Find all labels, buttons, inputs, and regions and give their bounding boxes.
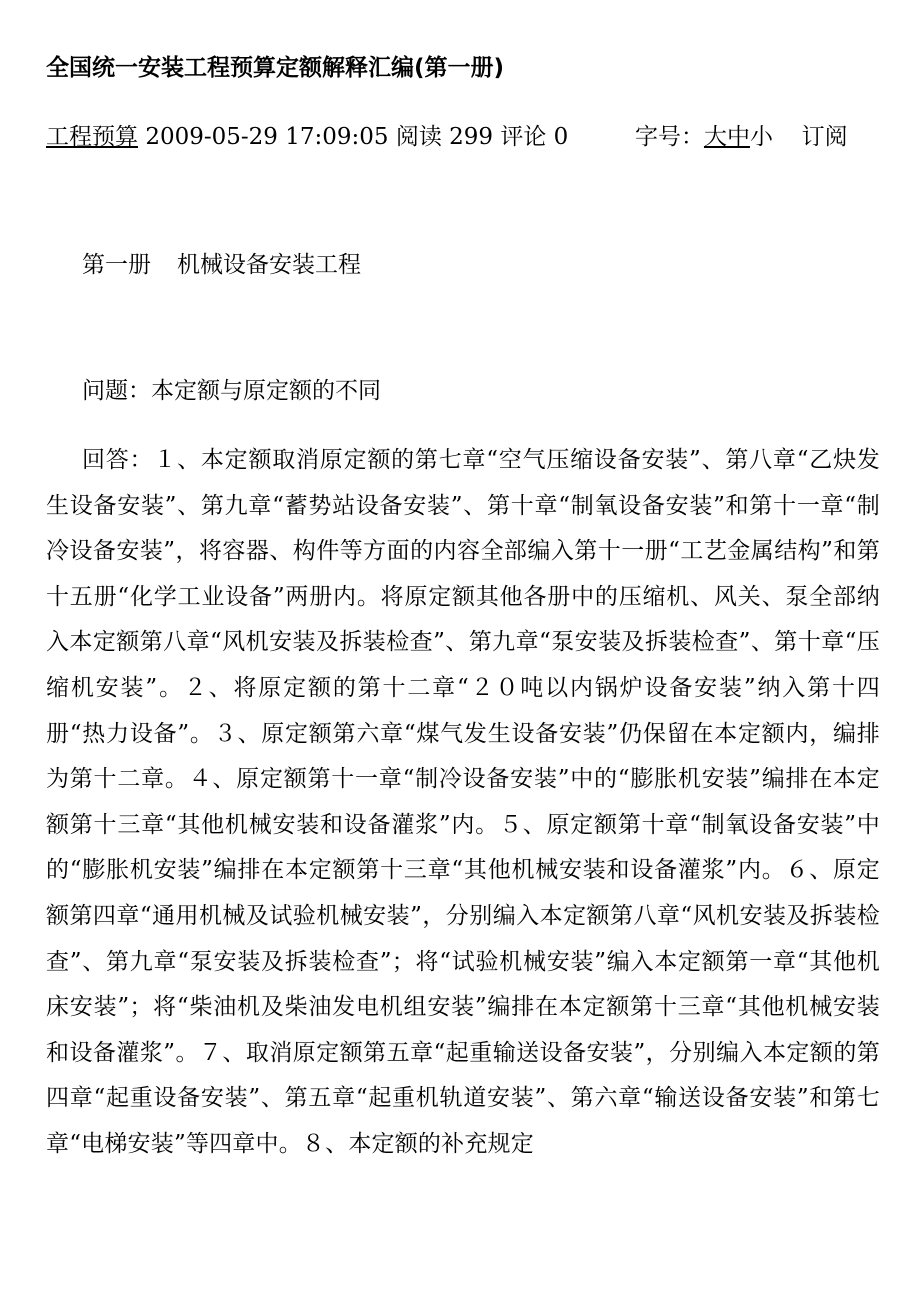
font-size-medium-link[interactable]: 中 bbox=[726, 124, 750, 150]
question-text: 问题：本定额与原定额的不同 bbox=[82, 378, 381, 404]
section-heading bbox=[82, 248, 361, 282]
category-link[interactable]: 工程预算 bbox=[46, 124, 138, 150]
comment-count: 评论 0 bbox=[500, 124, 569, 150]
post-datetime: 2009-05-29 17:09:05 bbox=[145, 124, 389, 150]
subscribe-link[interactable]: 订阅 bbox=[801, 124, 848, 150]
answer-paragraph: 回答：１、本定额取消原定额的第七章“空气压缩设备安装”、第八章“乙炔发生设备安装”、第九章“蓄势站设备安装”、第十章“制氧设备安装”和第十一章“制冷设备安装”，将容器、构件等方面的内容全部编入第十一册“工艺金属结构”和第十五册“化学工业设备”两册内。将原定额其他各册中的压缩机、风关、泵全部纳入本定额第八章“风机安装及拆装检查”、第九章“泵安装及拆装检查”、第十章“压缩机安装”。２、将原定额的第十二章“２０吨以内锅炉设备安装”纳入第十四册“热力设备”。３、原定额第六章“煤气发生设备安装”仍保留在本定额内，编排为第十二章。４、原定额第十一章“制冷设备安装”中的“膨胀机安装”编排在本定额第十三章“其他机械安装和设备灌浆”内。５、原定额第十章“制氧设备安装”中的“膨胀机安装”编排在本定额第十三章“其他机械安装和设备灌浆”内。６、原定额第四章“通用机械及试验机械安装”，分别编入本定额第八章“风机安装及拆装检查”、第九章“泵安装及拆装检查”；将“试验机械安装”编入本定额第一章“其他机床安装”；将“柴油机及柴油发电机组安装”编排在本定额第十三章“其他机械安装和设备灌浆”。７、取消原定额第五章“起重输送设备安装”，分别编入本定额的第四章“起重设备安装”、第五章“起重机轨道安装”、第六章“输送设备安装”和第七章“电梯安装”等四章中。８、本定额的补充规定 bbox=[46, 447, 880, 1157]
read-count: 阅读 299 bbox=[395, 124, 494, 150]
document-title: 全国统一安装工程预算定额解释汇编(第一册) bbox=[46, 55, 505, 81]
section-volume: 第一册 bbox=[82, 252, 151, 278]
font-size-large-link[interactable]: 大 bbox=[703, 124, 727, 150]
post-meta-line bbox=[46, 120, 876, 154]
font-size-label: 字号： bbox=[634, 124, 704, 150]
section-name: 机械设备安装工程 bbox=[177, 252, 361, 278]
font-size-small-link[interactable]: 小 bbox=[749, 124, 773, 150]
